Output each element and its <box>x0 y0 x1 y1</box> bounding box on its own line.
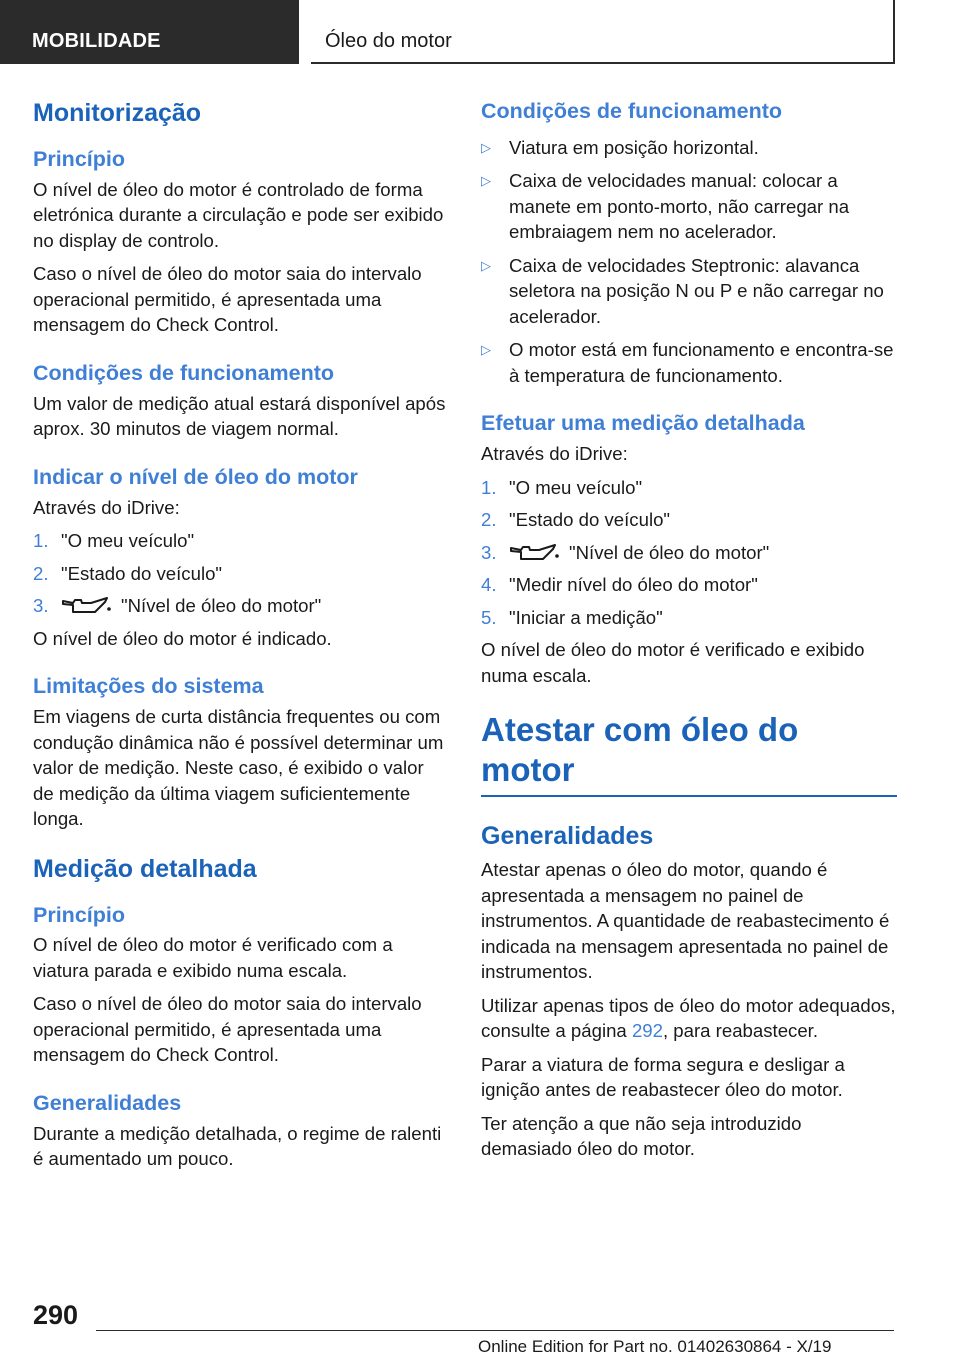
step-text: "Estado do veículo" <box>61 562 223 584</box>
step-number: 3. <box>33 595 49 617</box>
page-number: 290 <box>33 1300 79 1330</box>
section-indicar <box>33 464 449 651</box>
heading-generalidades: Generalidades <box>481 822 654 851</box>
heading-medicao: Medição detalhada <box>33 854 257 883</box>
triangle-right-icon: ▷ <box>481 342 491 358</box>
step-number: 2. <box>481 509 497 531</box>
bullet-text: Caixa de velocidades Steptronic: alavanca seletora na posição N ou P e não carregar no acelerador. <box>509 254 884 327</box>
paragraph: O nível de óleo do motor é verificado com a viatura parada e exibido numa escala. <box>33 934 393 981</box>
step-text: "Nível de óleo do motor" <box>569 541 770 563</box>
step-number: 1. <box>33 530 49 552</box>
paragraph: Através do iDrive: <box>481 443 628 465</box>
left-column <box>33 98 449 1194</box>
list-item <box>33 561 449 587</box>
list-item <box>481 572 897 598</box>
step-text: "O meu veículo" <box>61 530 195 552</box>
paragraph: Atestar apenas o óleo do motor, quando é apresentada a mensagem no painel de instrumentos. A quantidade de reabastecimento é indicada na mensagem apresentada no painel de instrumentos. <box>481 859 890 983</box>
bullet-text: Viatura em posição horizontal. <box>509 136 759 158</box>
footer-divider <box>96 1330 894 1331</box>
triangle-right-icon: ▷ <box>481 173 491 189</box>
step-text: "Iniciar a medição" <box>509 606 663 628</box>
step-text: "O meu veículo" <box>509 476 643 498</box>
step-number: 5. <box>481 606 497 628</box>
paragraph: Parar a viatura de forma segura e desligar a ignição antes de reabastecer óleo do motor. <box>481 1053 845 1101</box>
paragraph <box>481 993 897 1044</box>
step-number: 2. <box>33 562 49 584</box>
paragraph: O nível de óleo do motor é verificado e exibido numa escala. <box>481 639 865 686</box>
paragraph: Ter atenção a que não seja introduzido demasiado óleo do motor. <box>481 1112 802 1160</box>
step-number: 3. <box>481 541 497 563</box>
paragraph: Um valor de medição atual estará disponível após aprox. 30 minutos de viagem normal. <box>33 392 446 440</box>
list-item <box>481 253 897 330</box>
list-item <box>481 475 897 501</box>
heading-efetuar: Efetuar uma medição detalhada <box>481 411 805 436</box>
paragraph: O nível de óleo do motor é indicado. <box>33 627 332 649</box>
heading-principio: Princípio <box>33 902 125 927</box>
list-item <box>481 135 897 161</box>
step-number: 1. <box>481 476 497 498</box>
list-item <box>481 168 897 245</box>
step-text: "Medir nível do óleo do motor" <box>509 574 758 596</box>
list-item <box>481 337 897 388</box>
heading-limitacoes: Limitações do sistema <box>33 674 264 699</box>
section-condicoes-right <box>481 98 897 388</box>
triangle-right-icon: ▷ <box>481 257 491 273</box>
paragraph: Através do iDrive: <box>33 496 180 518</box>
page-link[interactable]: 292 <box>631 1020 663 1042</box>
paragraph-text: Utilizar apenas tipos de óleo do motor adequados, consulte a página <box>481 994 896 1042</box>
section-principio-1 <box>33 146 449 338</box>
heading-indicar: Indicar o nível de óleo do motor <box>33 464 358 489</box>
paragraph: Caso o nível de óleo do motor saia do intervalo operacional permitido, é apresentada uma mensagem do Check Control. <box>33 993 422 1066</box>
paragraph: Caso o nível de óleo do motor saia do intervalo operacional permitido, é apresentada uma mensagem do Check Control. <box>33 263 422 336</box>
section-limitacoes <box>33 673 449 831</box>
paragraph: Durante a medição detalhada, o regime de ralenti é aumentado um pouco. <box>33 1122 442 1170</box>
heading-monitorizacao: Monitorização <box>33 99 202 127</box>
paragraph: Em viagens de curta distância frequentes ou com condução dinâmica não é possível determinar um valor de medição. Neste caso, é exibido o valor de medição da última viagem suficientemente longa. <box>33 706 444 829</box>
list-item <box>481 540 897 566</box>
heading-condicoes: Condições de funcionamento <box>481 99 783 123</box>
section-generalidades-right <box>481 821 897 1162</box>
section-principio-2 <box>33 902 449 1068</box>
heading-principio: Princípio <box>33 147 125 171</box>
step-number: 4. <box>481 574 497 596</box>
page-header <box>0 0 960 66</box>
oil-can-icon <box>509 543 561 563</box>
section-condicoes <box>33 360 449 442</box>
list-item <box>33 528 449 554</box>
list-item <box>481 605 897 631</box>
section-generalidades <box>33 1090 449 1172</box>
heading-atestar: Atestar com óleo do motor <box>481 710 897 797</box>
paragraph: O nível de óleo do motor é controlado de forma eletrónica durante a circulação e pode ser exibido no display de controlo. <box>33 178 444 251</box>
step-text: "Nível de óleo do motor" <box>121 595 322 617</box>
triangle-right-icon: ▷ <box>481 139 491 155</box>
chapter-title: Óleo do motor <box>311 0 895 64</box>
heading-generalidades: Generalidades <box>33 1090 182 1115</box>
edition-note: Online Edition for Part no. 01402630864 - X/19 <box>478 1337 832 1356</box>
right-column <box>481 98 897 1184</box>
heading-condicoes: Condições de funcionamento <box>33 360 335 385</box>
oil-can-icon <box>61 596 113 616</box>
section-efetuar <box>481 410 897 688</box>
list-item <box>481 507 897 533</box>
section-tab: MOBILIDADE <box>0 0 299 64</box>
bullet-text: O motor está em funcionamento e encontra-se à temperatura de funcionamento. <box>509 339 894 386</box>
list-item <box>33 593 449 619</box>
step-text: "Estado do veículo" <box>509 509 671 531</box>
bullet-text: Caixa de velocidades manual: colocar a manete em ponto-morto, não carregar na embraiagem nem no acelerador. <box>509 170 850 243</box>
paragraph-text: , para reabastecer. <box>662 1020 819 1042</box>
